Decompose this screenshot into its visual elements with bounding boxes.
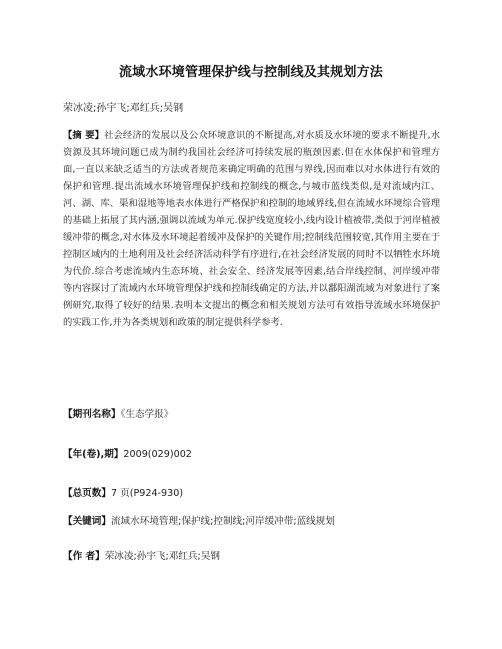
journal-label: 【期刊名称】: [63, 409, 121, 420]
keywords-field: [63, 513, 335, 527]
authors-value: 荣冰凌;孙宇飞;邓红兵;吴钢: [104, 551, 220, 562]
year-issue-label: 【年(卷),期】: [63, 449, 124, 460]
abstract-label: 【摘 要】: [63, 130, 105, 141]
pages-value: 7 页(P924-930): [110, 488, 184, 499]
paper-title: 流域水环境管理保护线与控制线及其规划方法: [118, 65, 383, 80]
abstract-block: [63, 127, 440, 331]
abstract-text: 社会经济的发展以及公众环境意识的不断提高,对水质及水环境的要求不断提升,水资源及其环境问题已成为制约我国社会经济可持续发展的瓶颈因素.但在水体保护和管理方面,一直以来缺乏适当的方法或者规范来确定明确的范围与界线,因而难以对水体进行有效的保护和管理.提出流域水环境管理保护线和控制线的概念,与城市蓝线类似,是对流域内江、河、湖、库、渠和湿地等地表水体进行严格保护和控制的地域界线,但在流域水环境综合管理的基础上拓展了其内涵,强调以流域为单元.保护线宽度较小,线内设计植被带,类似于河岸植被缓冲带的概念,对水体及水环境起着缓冲及保护的关键作用;控制线范围较宽,其作用主要在于控制区域内的土地利用及社会经济活动科学有序进行,在社会经济发展的同时不以牺牲水环境为代价.综合考虑流域内生态环境、社会安全、经济发展等因素,结合岸线控制、河岸缓冲带等内容探讨了流域内水环境管理保护线和控制线确定的方法,并以鄱阳湖流域为对象进行了案例研究,取得了较好的结果.表明本文提出的概念和相关规划方法可有效指导流域水环境保护的实践工作,并为各类规划和政策的制定提供科学参考.: [63, 130, 440, 328]
journal-field: [63, 406, 173, 420]
authors-line: 荣冰凌;孙宇飞;邓红兵;吴钢: [63, 103, 184, 114]
pages-label: 【总页数】: [63, 488, 111, 499]
pages-field: [63, 485, 183, 499]
year-issue-value: 2009(029)002: [123, 449, 192, 460]
year-issue-field: [63, 446, 192, 460]
keywords-value: 流域水环境管理;保护线;控制线;河岸缓冲带;蓝线规划: [110, 516, 335, 527]
authors-label: 【作 者】: [63, 551, 105, 562]
keywords-label: 【关键词】: [63, 516, 111, 527]
authors-field: [63, 548, 220, 562]
journal-value: 《生态学报》: [120, 409, 174, 420]
